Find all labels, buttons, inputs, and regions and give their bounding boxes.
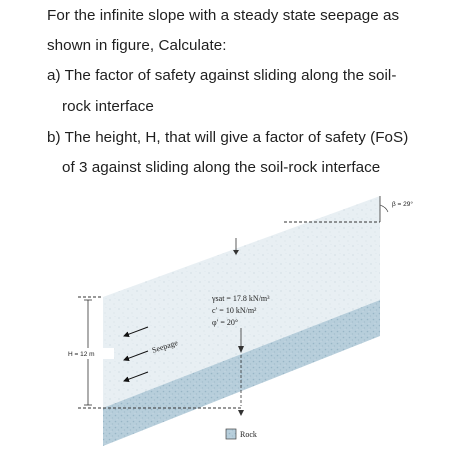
problem-line-1: For the infinite slope with a steady state seepage as — [47, 7, 400, 24]
beta-arc — [380, 205, 388, 212]
friction-angle-label: φ′ = 20° — [212, 318, 239, 327]
question-a-line-2: rock interface — [62, 98, 154, 115]
question-b-line-1: b) The height, H, that will give a factor of safety (FoS) — [47, 129, 409, 146]
problem-line-2: shown in figure, Calculate: — [47, 37, 227, 54]
question-b-line-2: of 3 against sliding along the soil-rock interface — [62, 159, 381, 176]
height-label: H = 12 m — [68, 351, 95, 358]
seepage-label: Seepage — [150, 338, 179, 355]
question-a-line-1: a) The factor of safety against sliding along the soil- — [47, 67, 397, 84]
bottom-small-arrow — [238, 410, 244, 416]
beta-label: β = 29° — [392, 201, 413, 208]
gamma-sat-label: γsat = 17.8 kN/m³ — [212, 294, 270, 303]
cohesion-label: c′ = 10 kN/m² — [212, 306, 257, 315]
rock-legend-swatch — [226, 429, 236, 439]
rock-legend-label: Rock — [240, 430, 257, 439]
